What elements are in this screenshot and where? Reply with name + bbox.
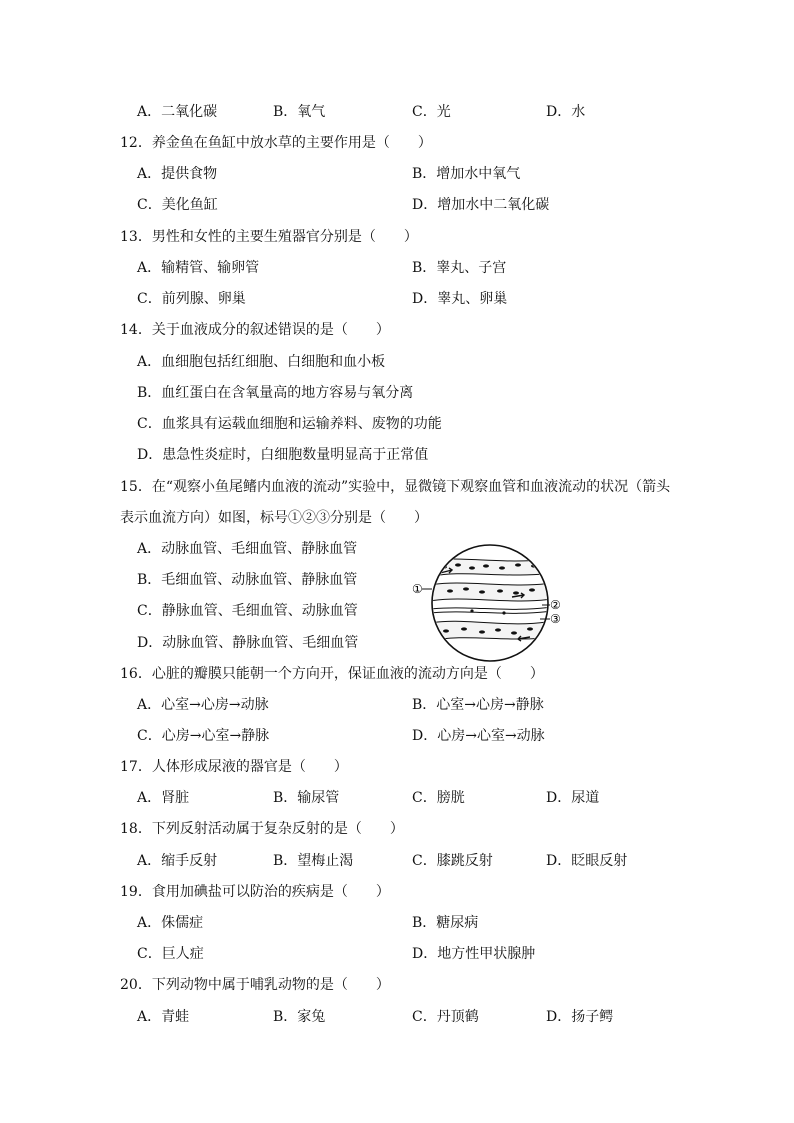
q16-option-d: D．心房→心室→动脉 [412,728,545,744]
q14-stem: 14．关于血液成分的叙述错误的是（ ） [120,322,390,338]
q12-option-c: C．美化鱼缸 [137,197,218,213]
q18-stem: 18．下列反射活动属于复杂反射的是（ ） [120,821,404,837]
q14-option-b: B．血红蛋白在含氧量高的地方容易与氧分离 [137,385,414,401]
q14-option-d: D．患急性炎症时，白细胞数量明显高于正常值 [137,447,429,463]
q17-option-c: C．膀胱 [412,790,465,806]
q13-option-d: D．睾丸、卵巢 [412,291,508,307]
q14-option-c: C．血浆具有运载血细胞和运输养料、废物的功能 [137,416,442,432]
q15-option-c: C．静脉血管、毛细血管、动脉血管 [137,603,358,619]
q19-stem: 19．食用加碘盐可以防治的疾病是（ ） [120,884,390,900]
figure-label-2: ② [550,598,561,612]
figure-label-1: ① [412,582,423,596]
q16-option-a: A．心室→心房→动脉 [137,697,269,713]
q18-option-d: D．眨眼反射 [546,853,628,869]
q15-option-b: B．毛细血管、动脉血管、静脉血管 [137,572,358,588]
q18-option-a: A．缩手反射 [137,853,218,869]
figure-label-3: ③ [550,612,561,626]
q13-stem: 13．男性和女性的主要生殖器官分别是（ ） [120,229,418,245]
q19-option-d: D．地方性甲状腺肿 [412,946,536,962]
q12-option-a: A．提供食物 [137,166,218,182]
q12-option-d: D．增加水中二氧化碳 [412,197,550,213]
q20-stem: 20．下列动物中属于哺乳动物的是（ ） [120,977,390,993]
q15-stem-line1: 15．在“观察小鱼尾鳍内血液的流动”实验中，显微镜下观察血管和血液流动的状况（箭头 [120,479,671,495]
q19-option-b: B．糖尿病 [412,915,479,931]
q17-stem: 17．人体形成尿液的器官是（ ） [120,759,348,775]
q20-option-d: D．扬子鳄 [546,1009,614,1025]
q12-option-b: B．增加水中氧气 [412,166,521,182]
q18-option-b: B．望梅止渴 [273,853,354,869]
q13-option-c: C．前列腺、卵巢 [137,291,246,307]
q11-option-d: D．水 [546,104,586,120]
q16-option-c: C．心房→心室→静脉 [137,728,270,744]
q20-option-b: B．家兔 [273,1009,326,1025]
q14-option-a: A．血细胞包括红细胞、白细胞和血小板 [137,354,386,370]
q19-option-a: A．侏儒症 [137,915,204,931]
q11-option-a: A．二氧化碳 [137,104,218,120]
q16-option-b: B．心室→心房→静脉 [412,697,544,713]
q15-option-a: A．动脉血管、毛细血管、静脉血管 [137,541,358,557]
q15-option-d: D．动脉血管、静脉血管、毛细血管 [137,635,359,651]
q16-stem: 16．心脏的瓣膜只能朝一个方向开，保证血液的流动方向是（ ） [120,666,544,682]
q20-option-a: A．青蛙 [137,1009,190,1025]
q20-option-c: C．丹顶鹤 [412,1009,479,1025]
q15-stem-line2: 表示血流方向）如图，标号①②③分别是（ ） [120,510,428,526]
q19-option-c: C．巨人症 [137,946,204,962]
q12-stem: 12．养金鱼在鱼缸中放水草的主要作用是（ ） [120,135,432,151]
q17-option-b: B．输尿管 [273,790,340,806]
blood-vessel-figure [412,539,562,667]
q13-option-a: A．输精管、输卵管 [137,260,260,276]
q17-option-a: A．肾脏 [137,790,190,806]
q17-option-d: D．尿道 [546,790,600,806]
q11-option-c: C．光 [412,104,451,120]
q18-option-c: C．膝跳反射 [412,853,493,869]
q11-option-b: B．氧气 [273,104,326,120]
q13-option-b: B．睾丸、子宫 [412,260,507,276]
